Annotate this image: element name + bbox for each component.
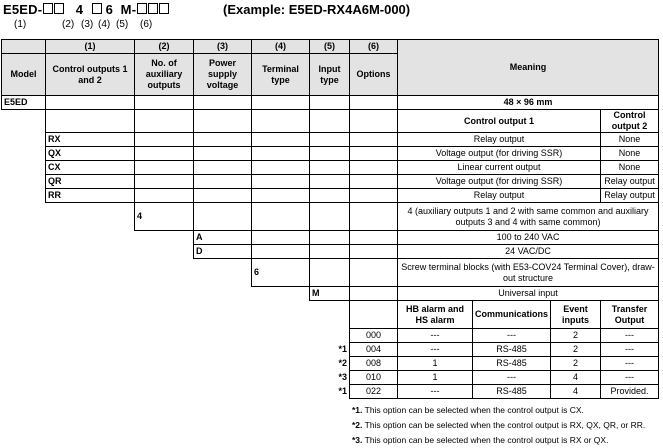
blank-cell xyxy=(252,385,310,399)
option-code: 000 xyxy=(350,329,398,343)
empty-cell xyxy=(252,133,310,147)
hb-value: --- xyxy=(398,329,473,343)
footnote xyxy=(352,403,645,418)
model-prefix: E5ED- xyxy=(3,2,43,17)
blank-cell xyxy=(46,259,135,287)
transfer-value: --- xyxy=(601,371,659,385)
empty-cell xyxy=(252,147,310,161)
table-row xyxy=(2,161,659,175)
column-number: (2) xyxy=(135,40,194,54)
index-label: (3) xyxy=(81,19,94,30)
hb-value: 1 xyxy=(398,371,473,385)
control-output-2-value: Relay output xyxy=(601,189,659,203)
power-row xyxy=(2,231,659,245)
control-outputs-header: Control outputs 1 and 2 xyxy=(46,54,135,96)
control-code: QX xyxy=(46,147,135,161)
index-label: (4) xyxy=(98,19,111,30)
footnote-marker: *2. xyxy=(352,420,363,430)
model-code-header xyxy=(0,0,663,34)
power-code: A xyxy=(194,231,252,245)
blank-cell xyxy=(2,329,46,343)
blank-cell xyxy=(135,231,194,245)
example-code: (Example: E5ED-RX4A6M-000) xyxy=(223,2,411,17)
control-code: RR xyxy=(46,189,135,203)
blank-cell xyxy=(2,231,46,245)
placeholder-box-icon xyxy=(92,3,102,14)
note-marker: *3 xyxy=(338,372,347,382)
footnote xyxy=(352,418,645,433)
power-meaning: 100 to 240 VAC xyxy=(398,231,659,245)
terminal-row xyxy=(2,259,659,287)
hb-value: 1 xyxy=(398,357,473,371)
blank-cell xyxy=(135,371,194,385)
transfer-value: --- xyxy=(601,343,659,357)
blank-cell xyxy=(2,385,46,399)
column-number: (6) xyxy=(350,40,398,54)
empty-cell xyxy=(194,133,252,147)
index-label: (6) xyxy=(140,19,153,30)
placeholder-box-icon xyxy=(137,3,147,14)
table-row xyxy=(2,385,659,399)
blank-cell xyxy=(46,329,135,343)
empty-cell xyxy=(350,301,398,329)
blank-cell xyxy=(194,357,252,371)
option-code: 004 xyxy=(350,343,398,357)
option-code: 010 xyxy=(350,371,398,385)
transfer-output-header: Transfer Output xyxy=(601,301,659,329)
table-row xyxy=(2,371,659,385)
blank-cell xyxy=(2,189,46,203)
empty-cell xyxy=(135,96,194,110)
blank-cell xyxy=(46,357,135,371)
empty-cell xyxy=(310,147,350,161)
control-output-1-value: Voltage output (for driving SSR) xyxy=(398,147,601,161)
empty-cell xyxy=(310,133,350,147)
empty-cell xyxy=(194,175,252,189)
empty-cell xyxy=(310,231,350,245)
aux-outputs-header: No. of auxiliary outputs xyxy=(135,54,194,96)
footnote-text: This option can be selected when the control output is RX, QX, QR, or RR. xyxy=(364,420,646,430)
power-code: D xyxy=(194,245,252,259)
column-number: (4) xyxy=(252,40,310,54)
empty-cell xyxy=(310,110,350,133)
hb-value: --- xyxy=(398,385,473,399)
empty-cell xyxy=(252,189,310,203)
control-output-1-value: Voltage output (for driving SSR) xyxy=(398,175,601,189)
size-meaning: 48 × 96 mm xyxy=(398,96,659,110)
control-output-2-header: Control output 2 xyxy=(601,110,659,133)
empty-cell xyxy=(252,175,310,189)
empty-cell xyxy=(194,161,252,175)
blank-cell xyxy=(135,287,194,301)
placeholder-box-icon xyxy=(43,3,53,14)
empty-cell xyxy=(350,203,398,231)
model-row xyxy=(2,96,659,110)
column-number: (3) xyxy=(194,40,252,54)
placeholder-box-icon xyxy=(148,3,158,14)
blank-cell xyxy=(135,301,194,329)
control-output-2-value: None xyxy=(601,161,659,175)
index-label: (5) xyxy=(116,19,129,30)
options-header: Options xyxy=(350,54,398,96)
blank-cell xyxy=(135,357,194,371)
option-code: 008 xyxy=(350,357,398,371)
event-value: 4 xyxy=(551,371,601,385)
empty-cell xyxy=(194,147,252,161)
blank-cell xyxy=(135,343,194,357)
empty-cell xyxy=(350,287,398,301)
empty-cell xyxy=(350,175,398,189)
aux-row xyxy=(2,203,659,231)
blank-cell xyxy=(194,343,252,357)
code-six: 6 xyxy=(105,2,114,17)
blank-cell xyxy=(46,343,135,357)
empty-cell xyxy=(252,110,310,133)
empty-cell xyxy=(310,203,350,231)
blank-cell xyxy=(194,287,252,301)
empty-cell xyxy=(135,175,194,189)
model-code-cell: E5ED xyxy=(2,96,46,110)
power-supply-header: Power supply voltage xyxy=(194,54,252,96)
blank-cell xyxy=(194,385,252,399)
power-row xyxy=(2,245,659,259)
input-meaning: Universal input xyxy=(398,287,659,301)
blank-cell xyxy=(46,371,135,385)
control-code: QR xyxy=(46,175,135,189)
control-output-1-value: Relay output xyxy=(398,133,601,147)
blank-cell xyxy=(2,147,46,161)
model-number-legend-table xyxy=(1,39,659,399)
blank-cell xyxy=(252,357,310,371)
blank-cell xyxy=(194,301,252,329)
table-row xyxy=(2,175,659,189)
blank-cell xyxy=(2,301,46,329)
column-number: (1) xyxy=(46,40,135,54)
blank-cell xyxy=(2,357,46,371)
note-marker: *1 xyxy=(338,386,347,396)
power-meaning: 24 VAC/DC xyxy=(398,245,659,259)
note-marker xyxy=(310,329,350,343)
blank-cell xyxy=(2,110,46,133)
model-header: Model xyxy=(2,54,46,96)
blank-cell xyxy=(194,259,252,287)
transfer-value: --- xyxy=(601,357,659,371)
event-value: 2 xyxy=(551,329,601,343)
empty-cell xyxy=(350,147,398,161)
empty-cell xyxy=(252,161,310,175)
control-output-2-value: None xyxy=(601,147,659,161)
footnotes xyxy=(352,403,645,448)
empty-cell xyxy=(350,161,398,175)
blank-cell xyxy=(194,329,252,343)
note-marker: *1 xyxy=(338,344,347,354)
code-four: 4 xyxy=(75,2,84,17)
option-code: 022 xyxy=(350,385,398,399)
hb-alarm-header: HB alarm and HS alarm xyxy=(398,301,473,329)
empty-cell xyxy=(310,175,350,189)
blank-cell xyxy=(2,245,46,259)
control-output-2-value: Relay output xyxy=(601,175,659,189)
blank-cell xyxy=(135,259,194,287)
control-output-2-value: None xyxy=(601,133,659,147)
empty-cell xyxy=(194,189,252,203)
code-m: M- xyxy=(120,2,137,17)
footnote-text: This option can be selected when the control output is RX or QX. xyxy=(364,435,609,445)
blank-cell xyxy=(46,245,135,259)
control-output-head-row xyxy=(2,110,659,133)
comm-value: RS-485 xyxy=(473,385,551,399)
model-code xyxy=(3,2,169,17)
blank-cell xyxy=(194,371,252,385)
table-row xyxy=(2,343,659,357)
comm-value: RS-485 xyxy=(473,343,551,357)
index-label: (1) xyxy=(14,19,27,30)
control-output-1-value: Linear current output xyxy=(398,161,601,175)
blank-cell xyxy=(2,259,46,287)
comm-value: RS-485 xyxy=(473,357,551,371)
empty-cell xyxy=(135,133,194,147)
options-head-row xyxy=(2,301,659,329)
blank-cell xyxy=(2,161,46,175)
empty-cell xyxy=(252,245,310,259)
empty-cell xyxy=(135,189,194,203)
input-type-header: Input type xyxy=(310,54,350,96)
empty-cell xyxy=(350,245,398,259)
table-row xyxy=(2,357,659,371)
terminal-meaning: Screw terminal blocks (with E53-COV24 Terminal Cover), draw-out structure xyxy=(398,259,659,287)
terminal-code: 6 xyxy=(252,259,310,287)
placeholder-box-icon xyxy=(54,3,64,14)
blank-cell xyxy=(46,385,135,399)
footnote-text: This option can be selected when the control output is CX. xyxy=(364,405,584,415)
blank-cell xyxy=(46,301,135,329)
column-number-row xyxy=(2,40,659,54)
footnote xyxy=(352,433,645,448)
aux-meaning: 4 (auxiliary outputs 1 and 2 with same common and auxiliary outputs 3 and 4 with same common) xyxy=(398,203,659,231)
empty-cell xyxy=(310,259,350,287)
empty-cell xyxy=(252,96,310,110)
table-row xyxy=(2,329,659,343)
empty-cell xyxy=(46,110,135,133)
blank-cell xyxy=(2,343,46,357)
comm-value: --- xyxy=(473,371,551,385)
input-code: M xyxy=(310,287,350,301)
footnote-marker: *3. xyxy=(352,435,363,445)
empty-cell xyxy=(252,203,310,231)
blank-cell xyxy=(135,245,194,259)
blank-cell xyxy=(252,343,310,357)
empty-cell xyxy=(350,96,398,110)
event-value: 2 xyxy=(551,343,601,357)
blank-cell xyxy=(2,133,46,147)
empty-cell xyxy=(194,110,252,133)
table-row xyxy=(2,133,659,147)
empty-cell xyxy=(135,110,194,133)
blank-cell xyxy=(252,287,310,301)
communications-header: Communications xyxy=(473,301,551,329)
input-row xyxy=(2,287,659,301)
empty-cell xyxy=(46,96,135,110)
empty-cell xyxy=(350,133,398,147)
blank-cell xyxy=(2,371,46,385)
empty-cell xyxy=(135,147,194,161)
empty-cell xyxy=(194,203,252,231)
placeholder-box-icon xyxy=(159,3,169,14)
hb-value: --- xyxy=(398,343,473,357)
column-number-blank xyxy=(2,40,46,54)
note-marker: *2 xyxy=(338,358,347,368)
control-output-1-value: Relay output xyxy=(398,189,601,203)
empty-cell xyxy=(350,231,398,245)
blank-cell xyxy=(252,301,310,329)
table-row xyxy=(2,147,659,161)
control-code: RX xyxy=(46,133,135,147)
blank-cell xyxy=(2,175,46,189)
blank-cell xyxy=(46,231,135,245)
empty-cell xyxy=(350,189,398,203)
blank-cell xyxy=(135,329,194,343)
blank-cell xyxy=(2,203,46,231)
empty-cell xyxy=(310,96,350,110)
control-code: CX xyxy=(46,161,135,175)
empty-cell xyxy=(310,189,350,203)
column-number: (5) xyxy=(310,40,350,54)
index-label: (2) xyxy=(62,19,75,30)
footnote-marker: *1. xyxy=(352,405,363,415)
transfer-value: Provided. xyxy=(601,385,659,399)
table-row xyxy=(2,189,659,203)
empty-cell xyxy=(350,110,398,133)
empty-cell xyxy=(252,231,310,245)
transfer-value: --- xyxy=(601,329,659,343)
event-value: 2 xyxy=(551,357,601,371)
event-value: 4 xyxy=(551,385,601,399)
event-inputs-header: Event inputs xyxy=(551,301,601,329)
comm-value: --- xyxy=(473,329,551,343)
empty-cell xyxy=(310,161,350,175)
empty-cell xyxy=(350,259,398,287)
blank-cell xyxy=(135,385,194,399)
empty-cell xyxy=(135,161,194,175)
blank-cell xyxy=(252,371,310,385)
control-output-1-header: Control output 1 xyxy=(398,110,601,133)
aux-code: 4 xyxy=(135,203,194,231)
blank-cell xyxy=(46,287,135,301)
meaning-header: Meaning xyxy=(398,40,659,96)
empty-cell xyxy=(194,96,252,110)
terminal-type-header: Terminal type xyxy=(252,54,310,96)
empty-cell xyxy=(310,245,350,259)
blank-cell xyxy=(2,287,46,301)
blank-cell xyxy=(310,301,350,329)
blank-cell xyxy=(46,203,135,231)
blank-cell xyxy=(252,329,310,343)
